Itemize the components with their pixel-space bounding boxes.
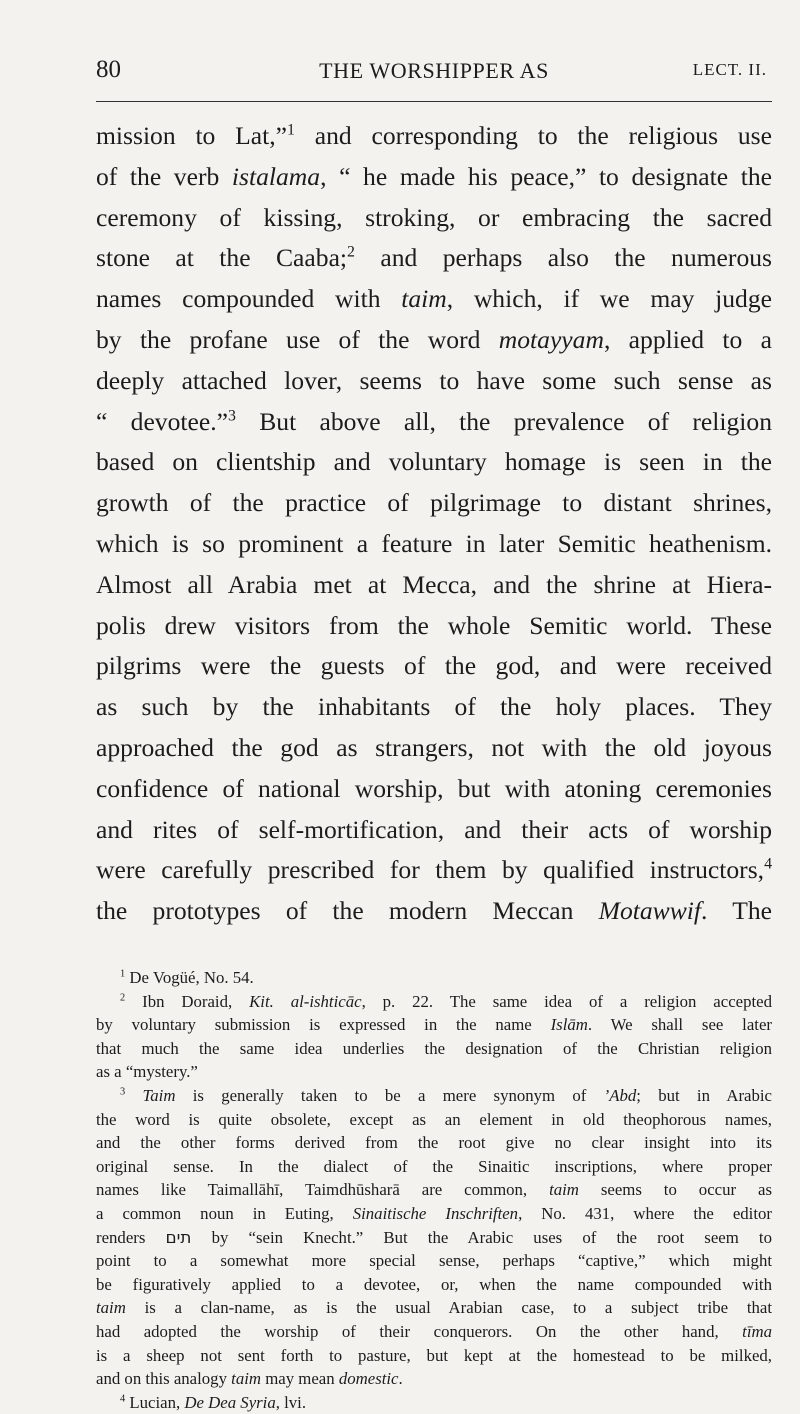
running-header [96, 50, 772, 86]
text-line: and rites of self-mortification, and their acts of worship [96, 814, 772, 844]
text-line: confidence of national worship, but with atoning ceremonies [96, 773, 772, 803]
text-line: polis drew visitors from the whole Semitic world. These [96, 610, 772, 640]
text-line: based on clientship and voluntary homage is seen in the [96, 447, 772, 477]
footnote-line: the word is quite obsolete, except as an element in old theophorous names, [96, 1109, 772, 1129]
text-line: deeply attached lover, seems to have some such sense as [96, 365, 772, 395]
hebrew-word: תים [165, 1226, 192, 1247]
text-line: approached the god as strangers, not with the old joyous [96, 732, 772, 762]
footnote-ref: 3 [227, 407, 236, 425]
footnote-line: by voluntary submission is expressed in the name Islām. We shall see later [96, 1015, 772, 1035]
text-line: ceremony of kissing, stroking, or embracing the sacred [96, 202, 772, 232]
text-line: as such by the inhabitants of the holy places. They [96, 692, 772, 722]
footnote-line: original sense. In the dialect of the Sinaitic inscriptions, where proper [96, 1156, 772, 1176]
text-line: pilgrims were the guests of the god, and were received [96, 651, 772, 681]
text-line: the prototypes of the modern Meccan Motawwif. The [96, 896, 772, 926]
footnotes [96, 966, 772, 1414]
text-line: growth of the practice of pilgrimage to distant shrines, [96, 488, 772, 518]
footnote-ref: 1 [287, 121, 295, 139]
footnote-1: $^1$ De Vogüé, No. 54. [120, 968, 254, 987]
running-title: THE WORSHIPPER AS [319, 58, 549, 83]
main-text [96, 116, 772, 932]
text-line: names compounded with taim, which, if we may judge [96, 284, 772, 314]
footnote-line: taim is a clan-name, as is the usual Arabian case, to a subject tribe that [96, 1298, 772, 1318]
footnote-line: names like Taimallāhī, Taimdhūsharā are common, taim seems to occur as [96, 1180, 773, 1200]
footnote-line: is a sheep not sent forth to pasture, but kept at the homestead to be milked, [96, 1345, 772, 1365]
text-line: were carefully prescribed for them by qualified instructors,$^4$ [96, 855, 772, 885]
text-line: stone at the Caaba;$^2$ and perhaps also the numerous [96, 243, 772, 273]
footnote-line: renders תים by “sein Knecht.” But the Arabic uses of the root seem to [96, 1226, 772, 1247]
footnote-line: had adopted the worship of their conquerors. On the other hand, tīma [96, 1321, 772, 1341]
footnote-line: and on this analogy taim may mean domestic. [96, 1369, 403, 1389]
footnote-ref: 4 [764, 855, 772, 873]
text-line: which is so prominent a feature in later Semitic heathenism. [96, 528, 772, 558]
text-line: by the profane use of the word motayyam, applied to a [96, 324, 772, 354]
footnote-ref: 2 [347, 243, 355, 261]
footnote-4: $^4$ Lucian, De Dea Syria, lvi. [120, 1392, 307, 1412]
footnote-line: be figuratively applied to a devotee, or, when the name compounded with [96, 1274, 772, 1294]
footnote-line: a common noun in Euting, Sinaitische Inschriften, No. 431, where the editor [96, 1203, 772, 1223]
text-line: “ devotee.”$^3$ But above all, the prevalence of religion [96, 406, 772, 436]
footnote-line: and the other forms derived from the root give no clear insight into its [96, 1133, 772, 1153]
text-line: Almost all Arabia met at Mecca, and the shrine at Hiera- [96, 569, 772, 599]
footnote-line: point to a somewhat more special sense, perhaps “captive,” which might [96, 1251, 772, 1271]
page-number: 80 [96, 56, 121, 83]
text-line: of the verb istalama, “ he made his peace,” to designate the [96, 161, 772, 191]
lecture-label: LECT. II. [692, 60, 767, 79]
footnote-3: $^3$ Taim is generally taken to be a mere synonym of ’Abd; but in Arabic [120, 1085, 772, 1105]
footnote-2: $^2$ Ibn Doraid, Kit. al-ishticāc, p. 22. The same idea of a religion accepted [120, 991, 772, 1011]
footnote-line: that much the same idea underlies the designation of the Christian religion [96, 1038, 772, 1058]
text-line: mission to Lat,”$^1$ and corresponding to the religious use [96, 121, 772, 150]
footnote-line: as a “mystery.” [96, 1062, 198, 1082]
header-rule [96, 101, 772, 102]
